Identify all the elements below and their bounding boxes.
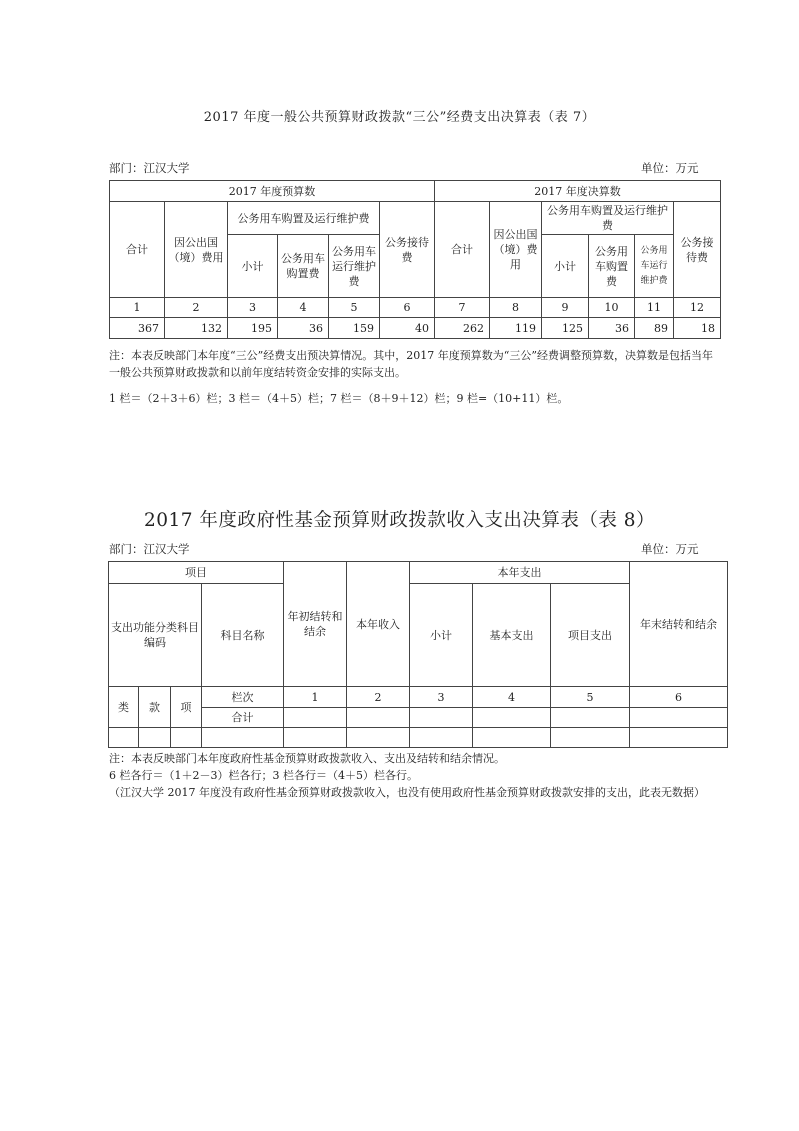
- col-number: 3: [410, 687, 473, 708]
- budget-total-header: 合计: [110, 202, 165, 298]
- empty-cell: [473, 728, 551, 748]
- table8: [108, 561, 728, 748]
- empty-cell: [630, 708, 728, 728]
- col-number: 12: [674, 298, 721, 318]
- col-number: 3: [228, 298, 278, 318]
- empty-cell: [171, 728, 202, 748]
- empty-cell: [347, 708, 410, 728]
- total-label: 合计: [202, 708, 284, 728]
- empty-cell: [630, 728, 728, 748]
- budget-subtotal-header: 小计: [228, 235, 278, 298]
- begin-balance-header: 年初结转和结余: [284, 562, 347, 687]
- col-number: 1: [284, 687, 347, 708]
- code-header: 支出功能分类科目编码: [109, 584, 202, 687]
- empty-cell: [551, 728, 630, 748]
- actual-reception-header: 公务接待费: [674, 202, 721, 298]
- empty-cell: [284, 708, 347, 728]
- budget-operate-header: 公务用车运行维护费: [329, 235, 380, 298]
- empty-cell: [284, 728, 347, 748]
- budget-reception-header: 公务接待费: [380, 202, 435, 298]
- value-cell: 89: [635, 318, 674, 339]
- empty-cell: [109, 728, 139, 748]
- col-number: 6: [630, 687, 728, 708]
- xiang-header: 项: [171, 687, 202, 728]
- empty-cell: [551, 708, 630, 728]
- col-number: 11: [635, 298, 674, 318]
- subtotal-header: 小计: [410, 584, 473, 687]
- col-number: 10: [589, 298, 635, 318]
- empty-cell: [410, 708, 473, 728]
- table8-dept: 部门：江汉大学: [109, 542, 190, 556]
- budget-abroad-header: 因公出国（境）费用: [165, 202, 228, 298]
- budget-vehicle-header: 公务用车购置及运行维护费: [228, 202, 380, 235]
- table8-remark: （江汉大学 2017 年度没有政府性基金预算财政拨款收入，也没有使用政府性基金预算财政拨款安排的支出，此表无数据）: [109, 786, 705, 799]
- value-cell: 132: [165, 318, 228, 339]
- value-cell: 367: [110, 318, 165, 339]
- table7: [109, 180, 721, 339]
- value-cell: 18: [674, 318, 721, 339]
- actual-operate-header: 公务用车运行维护费: [635, 235, 674, 298]
- table7-note: 注：本表反映部门本年度“三公”经费支出预决算情况。其中，2017 年度预算数为“三公”经费调整预算数，决算数是包括当年一般公共预算财政拨款和以前年度结转资金安排的实际支出。: [109, 349, 713, 379]
- table7-formula: 1 栏＝（2＋3＋6）栏；3 栏＝（4＋5）栏；7 栏＝（8＋9＋12）栏；9 栏=（10+11）栏。: [109, 392, 569, 405]
- project-expense-header: 项目支出: [551, 584, 630, 687]
- value-cell: 125: [542, 318, 589, 339]
- table8-unit: 单位：万元: [641, 542, 699, 556]
- col-number: 4: [278, 298, 329, 318]
- value-cell: 159: [329, 318, 380, 339]
- col-number: 2: [347, 687, 410, 708]
- table8-title: 2017 年度政府性基金预算财政拨款收入支出决算表（表 8）: [143, 510, 656, 531]
- item-header: 项目: [109, 562, 284, 584]
- name-header: 科目名称: [202, 584, 284, 687]
- expense-header: 本年支出: [410, 562, 630, 584]
- empty-cell: [410, 728, 473, 748]
- lei-header: 类: [109, 687, 139, 728]
- col-number: 6: [380, 298, 435, 318]
- end-balance-header: 年末结转和结余: [630, 562, 728, 687]
- col-number: 4: [473, 687, 551, 708]
- empty-cell: [473, 708, 551, 728]
- table8-note: 注：本表反映部门本年度政府性基金预算财政拨款收入、支出及结转和结余情况。: [109, 752, 505, 765]
- col-number: 7: [435, 298, 490, 318]
- table7-title: 2017 年度一般公共预算财政拨款“三公”经费支出决算表（表 7）: [203, 110, 596, 125]
- table8-formula: 6 栏各行＝（1＋2－3）栏各行；3 栏各行＝（4＋5）栏各行。: [109, 769, 418, 782]
- value-cell: 40: [380, 318, 435, 339]
- actual-abroad-header: 因公出国（境）费用: [490, 202, 542, 298]
- actual-header: 2017 年度决算数: [435, 181, 721, 202]
- actual-total-header: 合计: [435, 202, 490, 298]
- table7-dept: 部门：江汉大学: [109, 161, 190, 175]
- empty-cell: [139, 728, 171, 748]
- col-number: 5: [329, 298, 380, 318]
- empty-cell: [347, 728, 410, 748]
- basic-expense-header: 基本支出: [473, 584, 551, 687]
- value-cell: 262: [435, 318, 490, 339]
- value-cell: 119: [490, 318, 542, 339]
- col-number: 5: [551, 687, 630, 708]
- kuan-header: 款: [139, 687, 171, 728]
- empty-cell: [202, 728, 284, 748]
- col-number: 9: [542, 298, 589, 318]
- table7-unit: 单位：万元: [641, 161, 699, 175]
- actual-purchase-header: 公务用车购置费: [589, 235, 635, 298]
- budget-header: 2017 年度预算数: [110, 181, 435, 202]
- lanci-label: 栏次: [202, 687, 284, 708]
- value-cell: 195: [228, 318, 278, 339]
- budget-purchase-header: 公务用车购置费: [278, 235, 329, 298]
- actual-vehicle-header: 公务用车购置及运行维护费: [542, 202, 674, 235]
- col-number: 1: [110, 298, 165, 318]
- value-cell: 36: [589, 318, 635, 339]
- income-header: 本年收入: [347, 562, 410, 687]
- col-number: 8: [490, 298, 542, 318]
- col-number: 2: [165, 298, 228, 318]
- actual-subtotal-header: 小计: [542, 235, 589, 298]
- value-cell: 36: [278, 318, 329, 339]
